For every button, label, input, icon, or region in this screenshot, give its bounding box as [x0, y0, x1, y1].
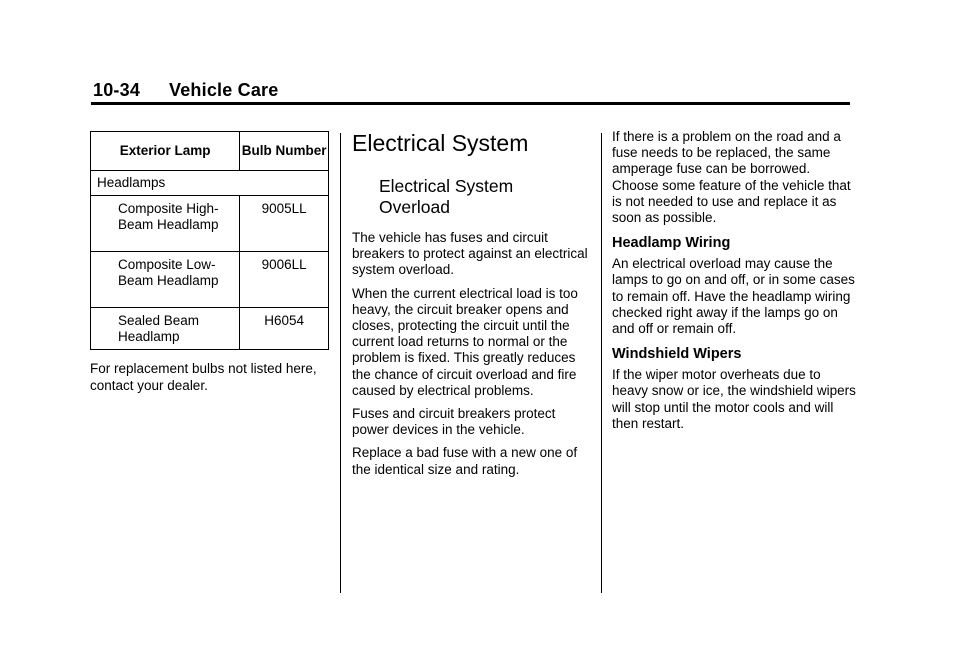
table-row: [91, 308, 329, 350]
headlamp-wiring-heading: Headlamp Wiring: [612, 235, 731, 252]
page-header: [93, 80, 278, 101]
bulb-table: [90, 131, 329, 350]
page-number: 10-34: [93, 80, 141, 100]
lamp-name: Sealed Beam Headlamp: [91, 308, 240, 350]
section-heading: Electrical System: [352, 130, 529, 156]
table-category-row: [91, 171, 329, 196]
paragraph: If the wiper motor overheats due to heavy snow or ice, the windshield wipers will stop until the motor cools and will then restart.: [612, 367, 856, 431]
column-divider-1: [340, 133, 341, 593]
bulb-number: 9005LL: [240, 196, 329, 252]
paragraph: The vehicle has fuses and circuit breakers to protect against an electrical system overload.: [352, 230, 588, 278]
replacement-note: For replacement bulbs not listed here, contact your dealer.: [90, 361, 317, 393]
header-bulb-number: Bulb Number: [240, 132, 329, 171]
bulb-number: H6054: [240, 308, 329, 350]
paragraph: An electrical overload may cause the lamps to go on and off, or in some cases to remain off. Have the headlamp wiring checked right away if the lamps go on and off or remain off.: [612, 256, 855, 337]
windshield-wipers-heading: Windshield Wipers: [612, 346, 742, 363]
paragraph: When the current electrical load is too heavy, the circuit breaker opens and closes, protecting the circuit until the current load returns to normal or the problem is fixed. This greatly reduces the chance of circuit overload and fire caused by electrical problems.: [352, 285, 578, 398]
lamp-name: Composite Low-Beam Headlamp: [91, 252, 240, 308]
subsection-heading: Electrical System Overload: [379, 176, 514, 217]
column-fuses-wiring: [612, 129, 856, 439]
table-header-row: [91, 132, 329, 171]
header-exterior-lamp: Exterior Lamp: [91, 132, 240, 171]
section-title: Vehicle Care: [169, 80, 279, 100]
bulb-number: 9006LL: [240, 252, 329, 308]
lamp-name: Composite High-Beam Headlamp: [91, 196, 240, 252]
header-rule: [91, 102, 850, 105]
paragraph: If there is a problem on the road and a fuse needs to be replaced, the same amperage fuse can be borrowed. Choose some feature of the vehicle that is not needed to use and replace it as soon as possible.: [612, 129, 851, 226]
paragraph: Replace a bad fuse with a new one of the identical size and rating.: [352, 445, 578, 477]
table-row: [91, 196, 329, 252]
paragraph: Fuses and circuit breakers protect power devices in the vehicle.: [352, 406, 556, 438]
column-divider-2: [601, 133, 602, 593]
column-electrical-system: [352, 129, 592, 485]
category-headlamps: Headlamps: [91, 171, 329, 196]
table-row: [91, 252, 329, 308]
